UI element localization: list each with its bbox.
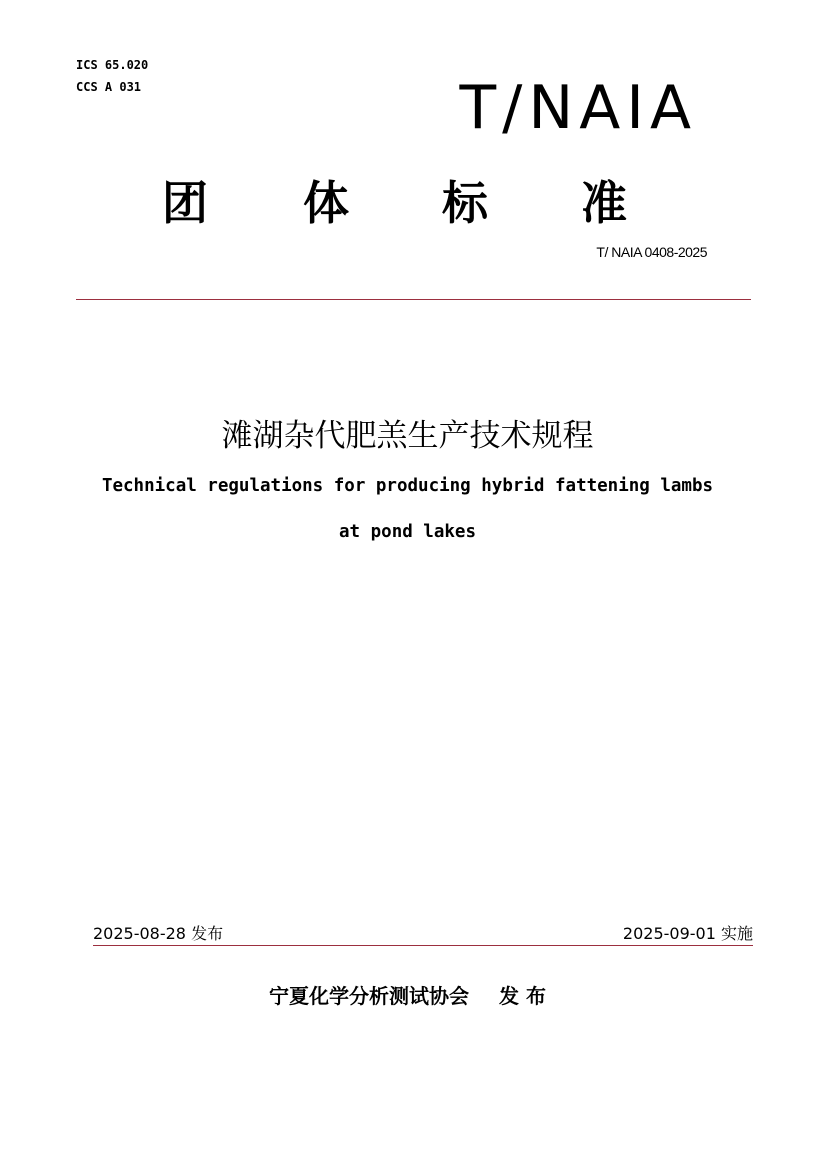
standard-kind-char: 体 — [303, 176, 349, 230]
document-title-english-line1: Technical regulations for producing hybrid fattening lambs — [101, 476, 714, 496]
date-divider — [93, 945, 753, 946]
ccs-code: CCS A 031 — [76, 80, 142, 94]
standard-number: T/ NAIA 0408-2025 — [596, 244, 707, 260]
issue-date: 2025-08-28 发布 — [93, 924, 224, 943]
publisher-name: 宁夏化学分析测试协会 — [269, 984, 470, 1008]
document-title-chinese: 滩湖杂代肥羔生产技术规程 — [221, 418, 594, 454]
publisher-line — [0, 980, 815, 1009]
publish-action: 发 布 — [499, 984, 546, 1008]
header-divider — [76, 299, 751, 300]
effective-date: 2025-09-01 实施 — [622, 924, 753, 943]
standard-mark: T/NAIA — [459, 73, 697, 143]
standard-kind-char: 团 — [162, 176, 208, 230]
standard-kind-char: 标 — [442, 176, 488, 230]
standard-kind-char: 准 — [581, 176, 627, 230]
ics-code: ICS 65.020 — [76, 58, 149, 72]
document-title-english-line2: at pond lakes — [339, 522, 476, 542]
